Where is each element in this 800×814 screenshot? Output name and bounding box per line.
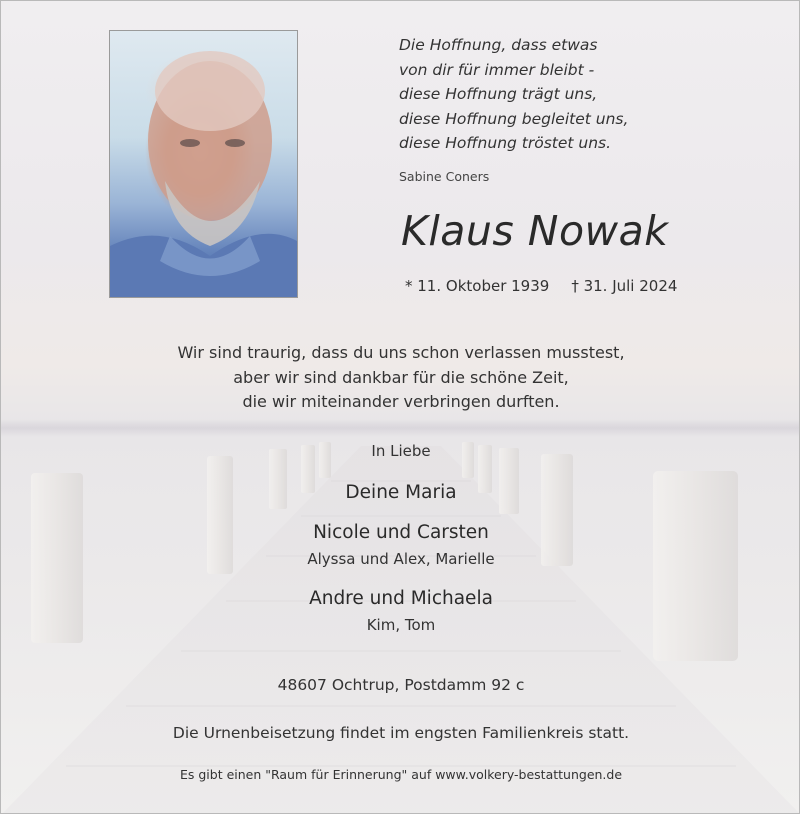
poem-author: Sabine Coners <box>399 169 490 184</box>
family-group-1: Deine Maria <box>345 482 457 503</box>
birth-date: * 11. Oktober 1939 <box>405 277 550 295</box>
burial-notice: Die Urnenbeisetzung findet im engsten Familienkreis statt. <box>172 724 630 742</box>
poem-line: diese Hoffnung trägt uns, <box>399 85 598 103</box>
family-group-2: Nicole und Carsten <box>313 522 489 543</box>
death-date: † 31. Juli 2024 <box>571 277 678 295</box>
poem-line: diese Hoffnung begleitet uns, <box>399 109 629 128</box>
family-group-3-children: Kim, Tom <box>366 616 436 634</box>
family-address: 48607 Ochtrup, Postdamm 92 c <box>277 676 525 694</box>
poem-line: von dir für immer bleibt - <box>399 60 595 79</box>
message-line: aber wir sind dankbar für die schöne Zeit, <box>233 367 569 387</box>
family-group-2-children: Alyssa und Alex, Marielle <box>307 550 495 568</box>
life-dates <box>405 277 677 295</box>
family-intro: In Liebe <box>371 442 431 460</box>
deceased-name: Klaus Nowak <box>401 207 669 255</box>
poem-line: diese Hoffnung tröstet uns. <box>399 134 612 152</box>
poem <box>399 33 628 156</box>
memorial-footer: Es gibt einen "Raum für Erinnerung" auf www.volkery-bestattungen.de <box>179 767 623 782</box>
portrait-illustration <box>110 31 297 297</box>
poem-line: Die Hoffnung, dass etwas <box>399 36 598 54</box>
family-group-3: Andre und Michaela <box>309 588 493 609</box>
portrait-photo <box>109 30 298 298</box>
message-line: Wir sind traurig, dass du uns schon verlassen musstest, <box>177 343 625 362</box>
message-line: die wir miteinander verbringen durften. <box>242 392 560 411</box>
mourning-message <box>1 341 800 415</box>
